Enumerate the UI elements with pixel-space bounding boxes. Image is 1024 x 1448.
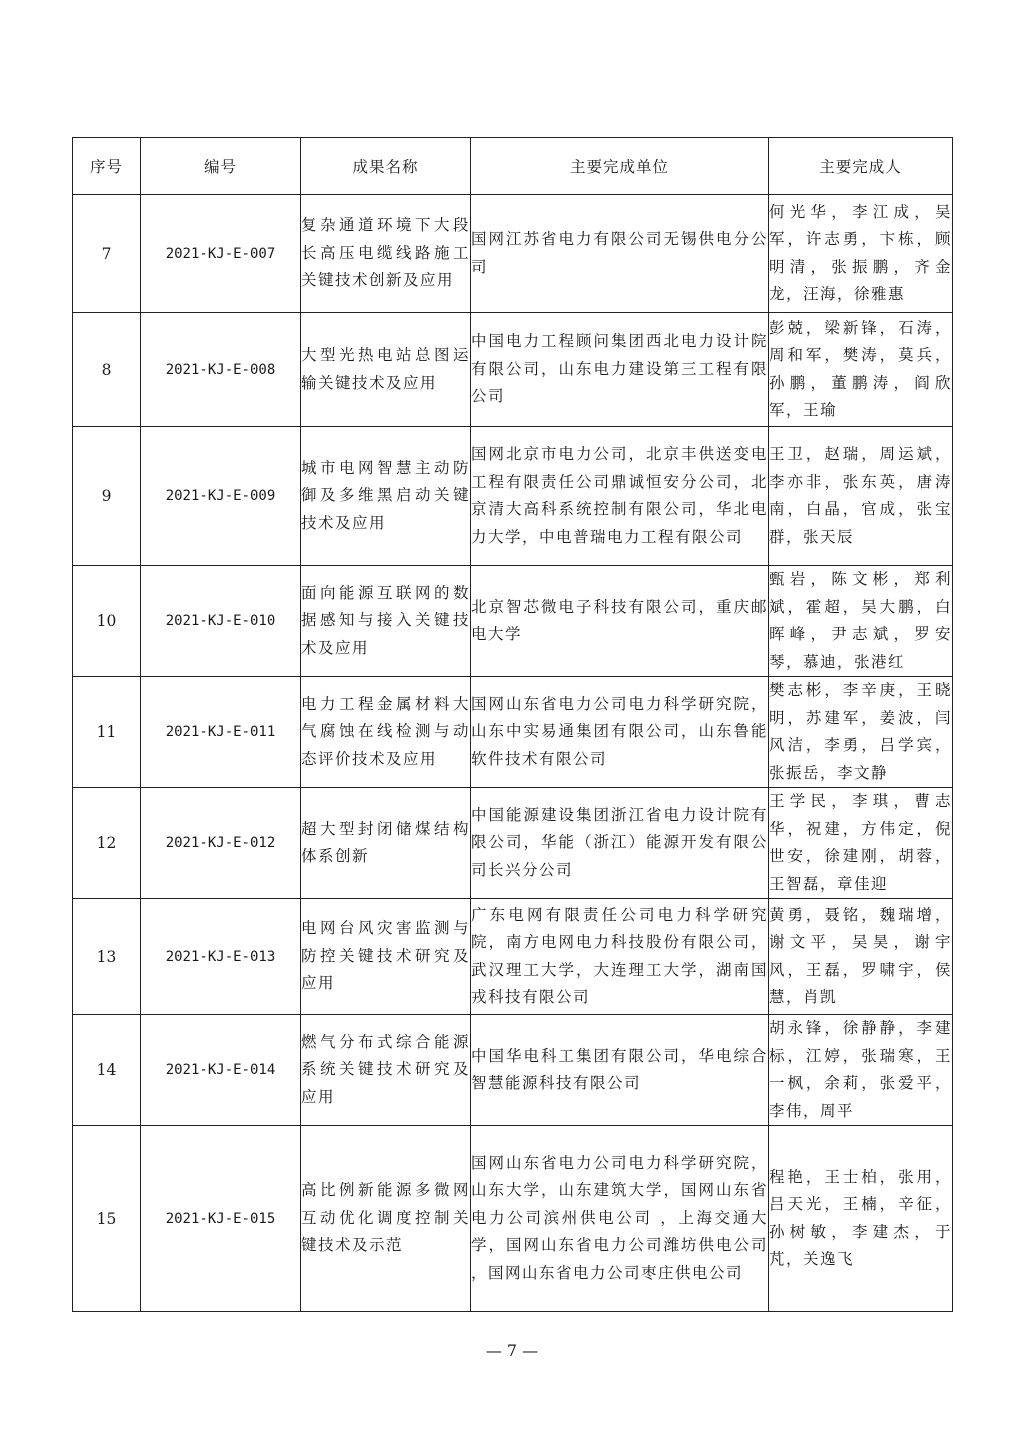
row-unit: 国网北京市电力公司，北京丰供送变电工程有限责任公司鼎诚恒安分公司，北京清大高科系统控制有限公司，华北电力大学，中电普瑞电力工程有限公司 — [471, 427, 769, 566]
page-number: — 7 — — [485, 1341, 539, 1360]
row-people: 樊志彬，李辛庚，王晓明，苏建军，姜波，闫风洁，李勇，吕学宾，张振岳，李文静 — [769, 677, 953, 788]
row-people: 何光华，李江成，吴军，许志勇，卞栋，顾明清，张振鹏，齐金龙，汪海，徐雅惠 — [769, 195, 953, 313]
row-no: 13 — [73, 899, 141, 1015]
row-no: 7 — [73, 195, 141, 313]
table-row — [73, 313, 953, 427]
header-code: 编号 — [141, 138, 301, 195]
table-row — [73, 677, 953, 788]
table-row — [73, 195, 953, 313]
row-no: 15 — [73, 1126, 141, 1312]
awards-table — [72, 137, 953, 1312]
row-code: 2021-KJ-E-015 — [141, 1126, 301, 1312]
table-header-row — [73, 138, 953, 195]
row-no: 11 — [73, 677, 141, 788]
table-row — [73, 899, 953, 1015]
row-no: 9 — [73, 427, 141, 566]
header-no: 序号 — [73, 138, 141, 195]
row-people: 程艳，王士柏，张用，吕天光，王楠，辛征，孙树敏，李建杰，于芃，关逸飞 — [769, 1126, 953, 1312]
row-code: 2021-KJ-E-010 — [141, 566, 301, 677]
header-name: 成果名称 — [301, 138, 471, 195]
table-row — [73, 566, 953, 677]
row-name: 电网台风灾害监测与防控关键技术研究及应用 — [301, 899, 471, 1015]
row-unit: 中国华电科工集团有限公司，华电综合智慧能源科技有限公司 — [471, 1015, 769, 1126]
row-people: 胡永锋，徐静静，李建标，江婷，张瑞寒，王一枫，余莉，张爱平，李伟，周平 — [769, 1015, 953, 1126]
table-row — [73, 1015, 953, 1126]
row-unit: 国网山东省电力公司电力科学研究院，山东大学，山东建筑大学，国网山东省电力公司滨州供电公司 ，上海交通大学，国网山东省电力公司潍坊供电公司 ，国网山东省电力公司枣庄供电公司 — [471, 1126, 769, 1312]
header-people: 主要完成人 — [769, 138, 953, 195]
table-row — [73, 788, 953, 899]
row-people: 彭兢，梁新锋，石涛，周和军，樊涛，莫兵，孙鹏，董鹏涛，阎欣军，王瑜 — [769, 313, 953, 427]
row-code: 2021-KJ-E-013 — [141, 899, 301, 1015]
row-people: 甄岩，陈文彬，郑利斌，霍超，吴大鹏，白晖峰，尹志斌，罗安琴，慕迪，张港红 — [769, 566, 953, 677]
row-people: 王学民，李琪，曹志华，祝建，方伟定，倪世安，徐建刚，胡蓉，王智磊，章佳迎 — [769, 788, 953, 899]
row-code: 2021-KJ-E-008 — [141, 313, 301, 427]
row-unit: 中国能源建设集团浙江省电力设计院有限公司，华能（浙江）能源开发有限公司长兴分公司 — [471, 788, 769, 899]
row-name: 面向能源互联网的数据感知与接入关键技术及应用 — [301, 566, 471, 677]
row-name: 复杂通道环境下大段长高压电缆线路施工关键技术创新及应用 — [301, 195, 471, 313]
row-no: 12 — [73, 788, 141, 899]
row-name: 高比例新能源多微网互动优化调度控制关键技术及示范 — [301, 1126, 471, 1312]
row-code: 2021-KJ-E-007 — [141, 195, 301, 313]
header-unit: 主要完成单位 — [471, 138, 769, 195]
row-name: 超大型封闭储煤结构体系创新 — [301, 788, 471, 899]
row-code: 2021-KJ-E-014 — [141, 1015, 301, 1126]
row-no: 8 — [73, 313, 141, 427]
row-unit: 广东电网有限责任公司电力科学研究院，南方电网电力科技股份有限公司，武汉理工大学，大连理工大学，湖南国戎科技有限公司 — [471, 899, 769, 1015]
row-name: 大型光热电站总图运输关键技术及应用 — [301, 313, 471, 427]
row-no: 10 — [73, 566, 141, 677]
row-unit: 国网山东省电力公司电力科学研究院，山东中实易通集团有限公司，山东鲁能软件技术有限公司 — [471, 677, 769, 788]
row-unit: 国网江苏省电力有限公司无锡供电分公司 — [471, 195, 769, 313]
row-code: 2021-KJ-E-009 — [141, 427, 301, 566]
row-code: 2021-KJ-E-012 — [141, 788, 301, 899]
row-name: 电力工程金属材料大气腐蚀在线检测与动态评价技术及应用 — [301, 677, 471, 788]
row-code: 2021-KJ-E-011 — [141, 677, 301, 788]
table-row — [73, 1126, 953, 1312]
row-no: 14 — [73, 1015, 141, 1126]
row-unit: 中国电力工程顾问集团西北电力设计院有限公司，山东电力建设第三工程有限公司 — [471, 313, 769, 427]
row-unit: 北京智芯微电子科技有限公司，重庆邮电大学 — [471, 566, 769, 677]
row-people: 王卫，赵瑞，周运斌，李亦非，张东英，唐涛南，白晶，官成，张宝群，张天辰 — [769, 427, 953, 566]
row-name: 城市电网智慧主动防御及多维黑启动关键技术及应用 — [301, 427, 471, 566]
row-people: 黄勇，聂铭，魏瑞增，谢文平，吴昊，谢宇风，王磊，罗啸宇，侯慧，肖凯 — [769, 899, 953, 1015]
row-name: 燃气分布式综合能源系统关键技术研究及应用 — [301, 1015, 471, 1126]
table-row — [73, 427, 953, 566]
